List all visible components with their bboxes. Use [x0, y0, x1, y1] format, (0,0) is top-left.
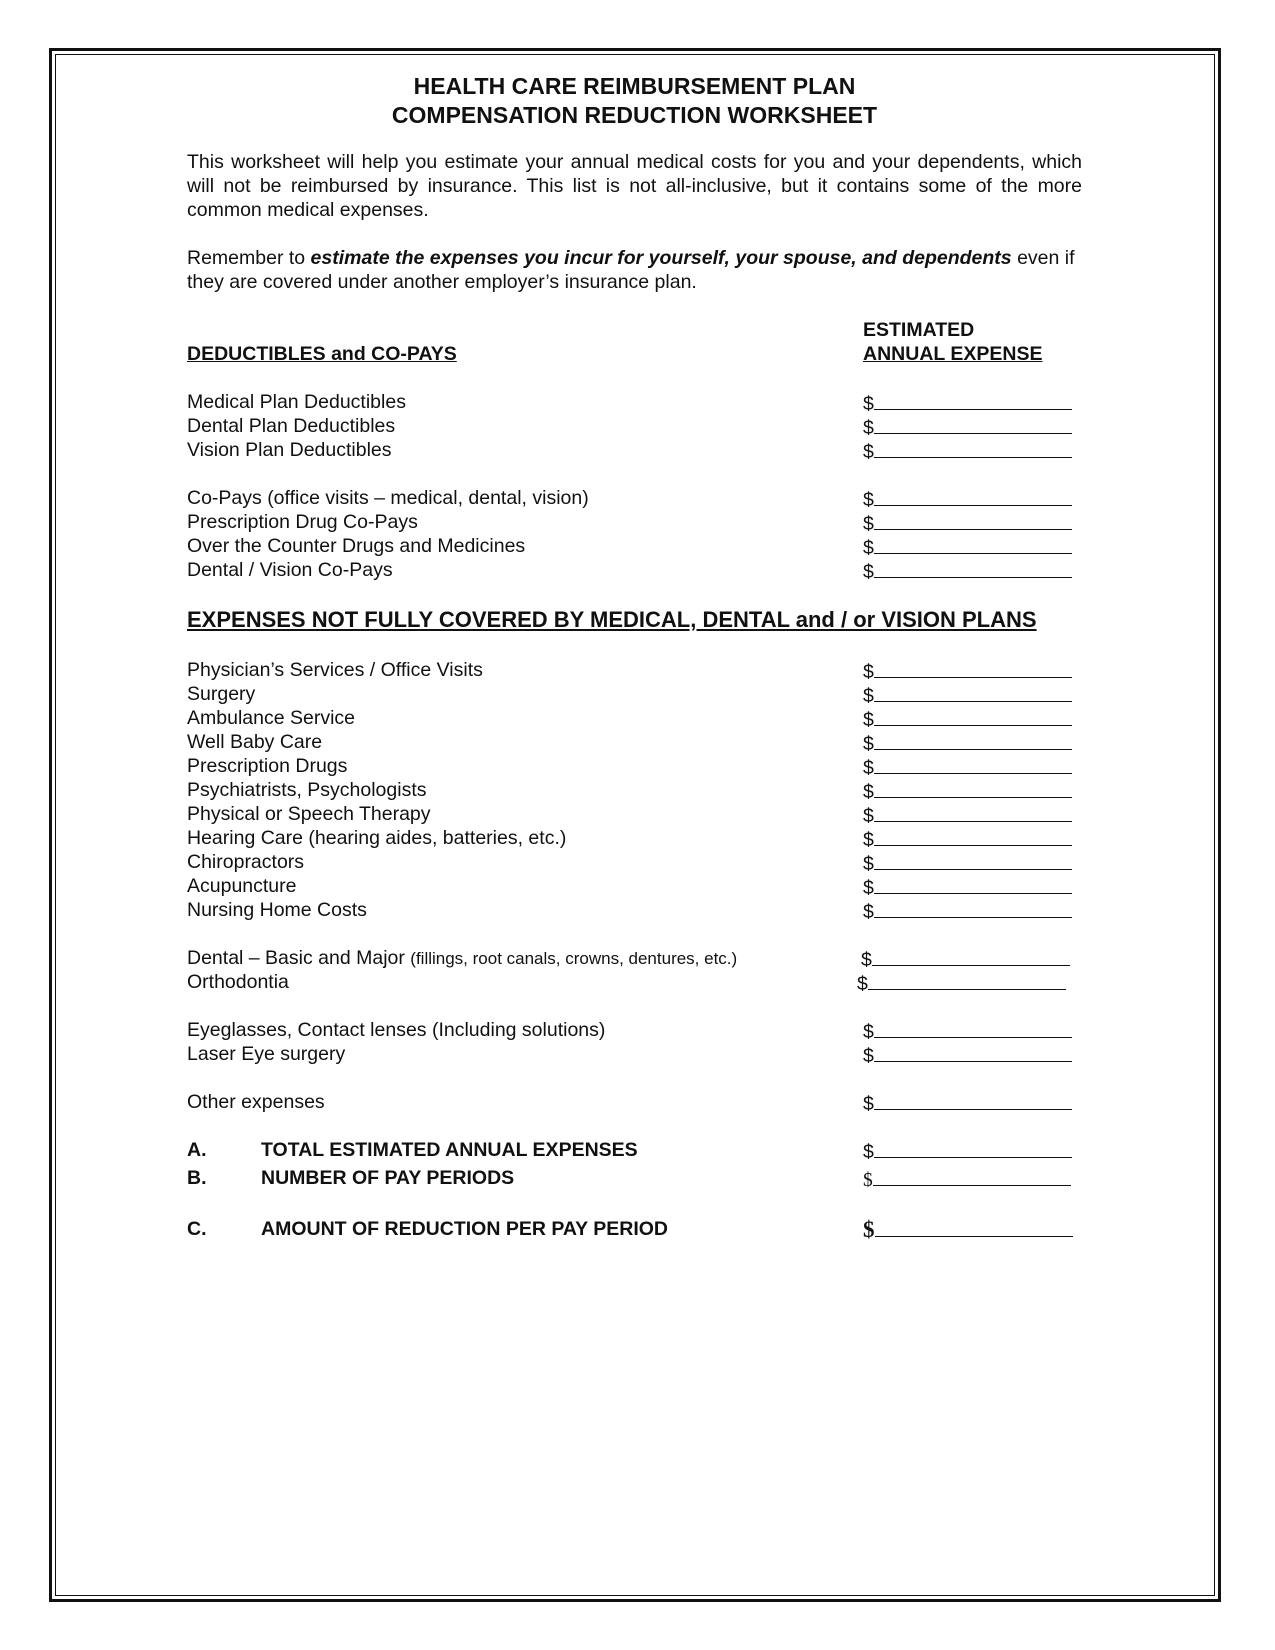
- title-line-2: COMPENSATION REDUCTION WORKSHEET: [391, 102, 878, 128]
- total-row-c: [187, 1217, 1082, 1241]
- column-header-row-2: [187, 342, 1082, 366]
- blank-line: [874, 802, 1072, 822]
- blank-line: [874, 706, 1072, 726]
- expenses-group-1: [187, 658, 1082, 922]
- dental-label: [187, 946, 737, 971]
- deductible-label: Vision Plan Deductibles: [187, 439, 392, 461]
- deductible-row: [187, 390, 1082, 414]
- currency-symbol: $: [863, 781, 874, 803]
- currency-symbol: $: [863, 513, 874, 535]
- currency-symbol: $: [863, 441, 874, 463]
- total-b-label: NUMBER OF PAY PERIODS: [261, 1167, 515, 1189]
- amount-field[interactable]: [863, 390, 1072, 416]
- title-line-1: HEALTH CARE REIMBURSEMENT PLAN: [413, 73, 856, 99]
- vision-expense-row: [187, 1018, 1082, 1042]
- intro-paragraph: This worksheet will help you estimate your annual medical costs for you and your dependents, which will not be reimbursed by insurance. This list is not all-inclusive, but it contains some of the more common medical expenses.: [187, 151, 1082, 221]
- column-header-line-2: ANNUAL EXPENSE: [863, 343, 1043, 365]
- currency-symbol: $: [863, 489, 874, 511]
- blank-line: [874, 730, 1072, 750]
- blank-line: [872, 946, 1070, 966]
- copay-row: [187, 534, 1082, 558]
- currency-symbol: $: [863, 1141, 874, 1163]
- currency-symbol: $: [863, 733, 874, 755]
- expense-row: [187, 778, 1082, 802]
- amount-field[interactable]: [863, 850, 1072, 876]
- amount-field-total-c[interactable]: [863, 1217, 1073, 1242]
- amount-field[interactable]: [863, 510, 1072, 536]
- expense-label: Prescription Drugs: [187, 755, 348, 777]
- copay-label: Over the Counter Drugs and Medicines: [187, 535, 526, 557]
- total-row-a: [187, 1138, 1082, 1162]
- total-c-label: AMOUNT OF REDUCTION PER PAY PERIOD: [261, 1218, 669, 1240]
- blank-line: [874, 1018, 1072, 1038]
- currency-symbol: $: [863, 709, 874, 731]
- blank-line: [874, 1042, 1072, 1062]
- copay-label: Co-Pays (office visits – medical, dental, vision): [187, 487, 589, 509]
- amount-field-dental[interactable]: [861, 946, 1070, 972]
- deductibles-heading: DEDUCTIBLES and CO-PAYS: [187, 343, 457, 365]
- total-a-letter: A.: [187, 1139, 207, 1161]
- currency-symbol: $: [863, 685, 874, 707]
- remember-paragraph: [187, 246, 1082, 294]
- blank-line: [874, 510, 1072, 530]
- remember-emphasis: estimate the expenses you incur for yourself, your spouse, and dependents: [310, 247, 1012, 269]
- column-header-row-1: [187, 318, 1082, 342]
- expense-row: [187, 730, 1082, 754]
- amount-field[interactable]: [863, 802, 1072, 828]
- amount-field[interactable]: [863, 778, 1072, 804]
- currency-symbol: $: [863, 1170, 873, 1191]
- blank-line: [868, 970, 1066, 990]
- expense-row-dental: [187, 946, 1082, 970]
- currency-symbol: $: [863, 1093, 874, 1115]
- currency-symbol: $: [863, 561, 874, 583]
- currency-symbol: $: [863, 537, 874, 559]
- amount-field-total-a[interactable]: [863, 1138, 1072, 1164]
- remember-suffix: even if they are covered under another employer’s insurance plan.: [187, 247, 1075, 293]
- expense-row: [187, 826, 1082, 850]
- currency-symbol: $: [861, 949, 872, 971]
- blank-line: [874, 558, 1072, 578]
- blank-line: [874, 1090, 1072, 1110]
- amount-field[interactable]: [863, 682, 1072, 708]
- total-c-letter: C.: [187, 1218, 207, 1240]
- amount-field[interactable]: [863, 1018, 1072, 1044]
- blank-line: [875, 1217, 1073, 1237]
- expense-label: Nursing Home Costs: [187, 899, 367, 921]
- expense-row: [187, 658, 1082, 682]
- amount-field[interactable]: [863, 658, 1072, 684]
- worksheet: [187, 72, 1082, 1241]
- currency-symbol: $: [863, 661, 874, 683]
- amount-field[interactable]: [863, 414, 1072, 440]
- blank-line: [874, 1138, 1072, 1158]
- amount-field[interactable]: [863, 898, 1072, 924]
- vision-expense-row: [187, 1042, 1082, 1066]
- total-row-b: [187, 1166, 1082, 1190]
- copay-label: Dental / Vision Co-Pays: [187, 559, 393, 581]
- blank-line: [874, 850, 1072, 870]
- vision-expense-label: Eyeglasses, Contact lenses (Including solutions): [187, 1019, 606, 1041]
- blank-line: [874, 390, 1072, 410]
- blank-line: [874, 438, 1072, 458]
- expense-label: Acupuncture: [187, 875, 297, 897]
- expense-row: [187, 898, 1082, 922]
- blank-line: [873, 1166, 1071, 1186]
- expense-row: [187, 754, 1082, 778]
- expense-label: Ambulance Service: [187, 707, 355, 729]
- amount-field[interactable]: [863, 1042, 1072, 1068]
- amount-field[interactable]: [863, 706, 1072, 732]
- amount-field[interactable]: [863, 534, 1072, 560]
- dental-main: Dental – Basic and Major: [187, 947, 411, 969]
- amount-field[interactable]: [863, 754, 1072, 780]
- blank-line: [874, 826, 1072, 846]
- currency-symbol: $: [863, 417, 874, 439]
- expenses-group-3: [187, 1018, 1082, 1066]
- amount-field[interactable]: [863, 438, 1072, 464]
- blank-line: [874, 486, 1072, 506]
- expense-label: Surgery: [187, 683, 256, 705]
- expense-label: Physical or Speech Therapy: [187, 803, 431, 825]
- currency-symbol: $: [863, 853, 874, 875]
- currency-symbol: $: [863, 805, 874, 827]
- column-header-line-1: ESTIMATED: [863, 319, 975, 341]
- deductible-label: Dental Plan Deductibles: [187, 415, 396, 437]
- copay-row: [187, 486, 1082, 510]
- currency-symbol: $: [863, 877, 874, 899]
- deductibles-group-1: [187, 390, 1082, 462]
- amount-field-other[interactable]: [863, 1090, 1072, 1116]
- deductibles-group-2: [187, 486, 1082, 582]
- blank-line: [874, 682, 1072, 702]
- currency-symbol: $: [863, 1021, 874, 1043]
- expenses-heading: EXPENSES NOT FULLY COVERED BY MEDICAL, DENTAL and / or VISION PLANS: [187, 607, 1037, 632]
- copay-label: Prescription Drug Co-Pays: [187, 511, 418, 533]
- dental-detail: (fillings, root canals, crowns, dentures, etc.): [410, 949, 738, 968]
- currency-symbol: $: [863, 901, 874, 923]
- amount-field[interactable]: [863, 558, 1072, 584]
- currency-symbol: $: [863, 1045, 874, 1067]
- amount-field-total-b[interactable]: [863, 1166, 1071, 1193]
- expense-label: Physician’s Services / Office Visits: [187, 659, 483, 681]
- deductible-label: Medical Plan Deductibles: [187, 391, 406, 413]
- blank-line: [874, 414, 1072, 434]
- amount-field[interactable]: [863, 874, 1072, 900]
- total-b-letter: B.: [187, 1167, 207, 1189]
- amount-field-orthodontia[interactable]: [857, 970, 1066, 996]
- expense-row: [187, 874, 1082, 898]
- blank-line: [874, 754, 1072, 774]
- expense-label: Hearing Care (hearing aides, batteries, etc.): [187, 827, 567, 849]
- deductible-row: [187, 414, 1082, 438]
- expense-row: [187, 802, 1082, 826]
- expense-label: Psychiatrists, Psychologists: [187, 779, 427, 801]
- currency-symbol: $: [863, 1217, 875, 1242]
- expense-row: [187, 682, 1082, 706]
- other-label: Other expenses: [187, 1091, 325, 1113]
- currency-symbol: $: [863, 757, 874, 779]
- total-a-label: TOTAL ESTIMATED ANNUAL EXPENSES: [261, 1139, 638, 1161]
- amount-field[interactable]: [863, 486, 1072, 512]
- currency-symbol: $: [857, 973, 868, 995]
- expense-row-orthodontia: [187, 970, 1082, 994]
- expense-label: Well Baby Care: [187, 731, 323, 753]
- blank-line: [874, 534, 1072, 554]
- vision-expense-label: Laser Eye surgery: [187, 1043, 346, 1065]
- copay-row: [187, 558, 1082, 582]
- blank-line: [874, 658, 1072, 678]
- currency-symbol: $: [863, 829, 874, 851]
- amount-field[interactable]: [863, 730, 1072, 756]
- amount-field[interactable]: [863, 826, 1072, 852]
- copay-row: [187, 510, 1082, 534]
- currency-symbol: $: [863, 393, 874, 415]
- expense-row: [187, 850, 1082, 874]
- expense-row: [187, 706, 1082, 730]
- deductible-row: [187, 438, 1082, 462]
- blank-line: [874, 898, 1072, 918]
- expense-label: Chiropractors: [187, 851, 305, 873]
- expense-row-other: [187, 1090, 1082, 1114]
- blank-line: [874, 874, 1072, 894]
- remember-prefix: Remember to: [187, 247, 311, 269]
- blank-line: [874, 778, 1072, 798]
- orthodontia-label: Orthodontia: [187, 971, 289, 993]
